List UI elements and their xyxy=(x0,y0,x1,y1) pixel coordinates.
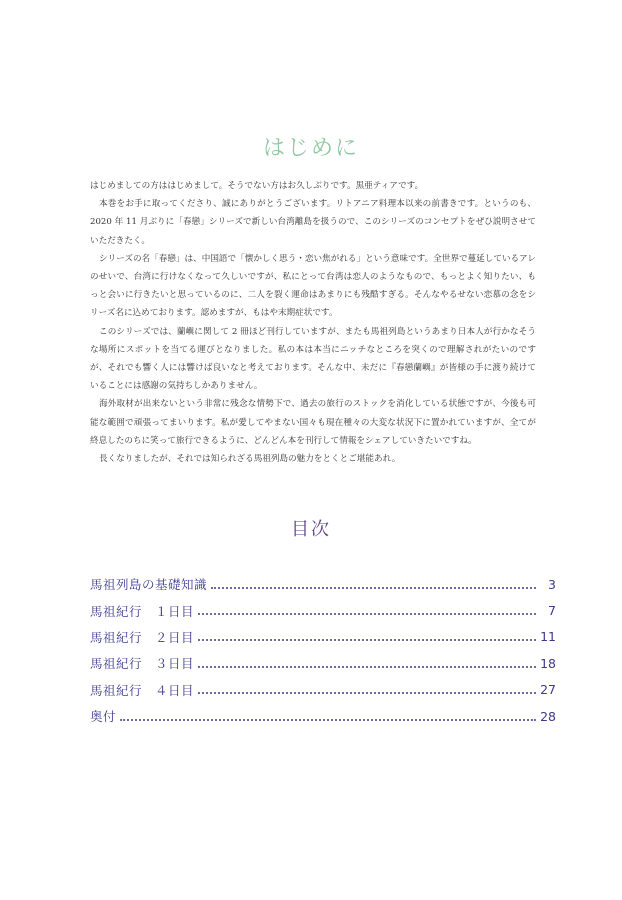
toc-dot-leader xyxy=(198,612,536,615)
intro-text xyxy=(90,177,536,468)
toc-entry-label: 馬祖紀行 ２日目 xyxy=(90,629,195,645)
intro-paragraph: はじめましての方ははじめまして。そうでない方はお久しぶりです。黒亜ティアです。 xyxy=(90,181,424,191)
toc-entry-day4[interactable] xyxy=(90,677,556,703)
toc-page-number: 11 xyxy=(540,629,556,645)
toc-dot-leader xyxy=(211,586,536,589)
toc-entry-label: 奥付 xyxy=(90,709,117,725)
toc-entry-colophon[interactable] xyxy=(90,703,556,729)
toc-page-number: 3 xyxy=(548,576,556,592)
toc-entry-label: 馬祖紀行 ４日目 xyxy=(90,682,195,698)
toc-entry-day2[interactable] xyxy=(90,624,556,650)
intro-paragraph: 長くなりましたが、それでは知られざる馬祖列島の魅力をとくとご堪能あれ。 xyxy=(99,454,401,465)
toc-page-number: 27 xyxy=(540,682,556,698)
intro-paragraph: シリーズの名「春戀」は、中国語で「懐かしく思う・恋い焦がれる」という意味です。全世界で蔓延しているアレのせいで、台湾に行けなくなって久しいですが、私にとって台湾は恋人のようなもので、もっとよく知りたい、もっと会いに行きたいと思っているのに、二人を裂く運命はあまりにも残酷すぎる。そんなやるせない恋慕の念をシリーズ名に込めております。認めますが、もはや末期症状です。 xyxy=(90,253,536,319)
intro-paragraph: このシリーズでは、蘭嶼に関して 2 冊ほど刊行していますが、またも馬祖列島というあまり日本人が行かなそうな場所にスポットを当てる運びとなりました。私の本は本当にニッチなところを突くので理解されがたいのですが、それでも響く人には響けば良いなと考えております。そんな中、未だに『春戀蘭嶼』が皆様の手に渡り続けていることには感謝の気持ちしかありません。 xyxy=(90,326,536,392)
toc-dot-leader xyxy=(198,691,536,694)
toc-dot-leader xyxy=(198,665,536,668)
toc-dot-leader xyxy=(120,718,536,721)
toc-page-number: 18 xyxy=(540,655,556,671)
intro-heading: はじめに xyxy=(262,136,359,161)
toc-entry-label: 馬祖紀行 ３日目 xyxy=(90,656,195,672)
toc-page-number: 7 xyxy=(548,603,556,619)
toc-entry-day3[interactable] xyxy=(90,650,556,676)
toc-entry-label: 馬祖列島の基礎知識 xyxy=(90,577,208,593)
toc-dot-leader xyxy=(198,638,536,641)
intro-paragraph: 海外取材が出来ないという非常に残念な情勢下で、過去の旅行のストックを消化している状態ですが、今後も可能な範囲で頑張ってまいります。私が愛してやまない国々も現在種々の大変な状況下に置かれていますが、全てが終息したのちに笑って旅行できるように、どんどん本を刊行して情報をシェアしていきたいですね。 xyxy=(90,399,536,446)
toc-entry-label: 馬祖紀行 １日目 xyxy=(90,603,195,619)
toc-entry-basics[interactable] xyxy=(90,571,556,597)
toc-entry-day1[interactable] xyxy=(90,597,556,623)
intro-paragraph: 本巻をお手に取ってくださり、誠にありがとうございます。リトアニア料理本以来の前書きです。というのも、2020 年 11 月ぶりに「春戀」シリーズで新しい台湾離島を扱うので、このシリーズのコンセプトをぜひ説明させていただきたく。 xyxy=(90,199,536,246)
toc-heading: 目次 xyxy=(291,519,331,540)
toc-page-number: 28 xyxy=(540,708,556,724)
table-of-contents xyxy=(90,571,556,729)
